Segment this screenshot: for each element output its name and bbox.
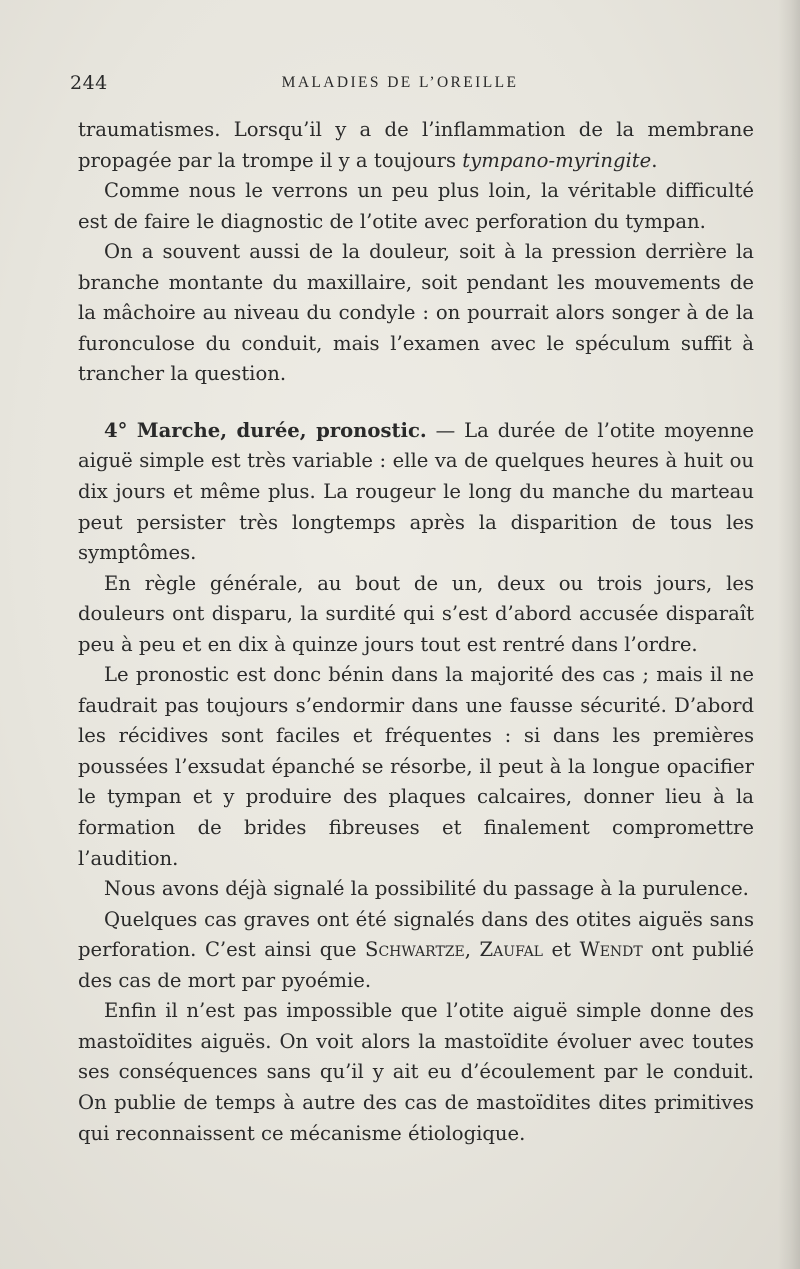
page-edge-shadow [778,0,800,1269]
paragraph-7: Nous avons déjà signalé la possibilité du passage à la purulence. [104,877,749,901]
body-text [78,115,754,1149]
paragraph-1-text: traumatismes. Lorsqu’il y a de l’inflammation de la membrane propagée par la trompe il y a toujours [78,118,754,172]
italic-term: tympano-myringite [462,148,652,172]
paragraph-8-end: ont publié des cas de mort par pyoémie. [78,938,754,992]
paragraph-8 [78,905,754,997]
separator: , [464,938,480,962]
paragraph-4 [78,416,754,569]
paragraph-9: Enfin il n’est pas impossible que l’otite aiguë simple donne des mastoïdites aiguës. On voit alors la mastoïdite évoluer avec toutes ses conséquences sans qu’il y ait eu d’écoulement par le conduit. On publie de temps à autre des cas de mastoïdites dites primitives qui reconnaissent ce mécanisme étiologique. [78,999,754,1145]
paragraph-1-end: . [651,148,658,172]
section-heading: 4° Marche, durée, pronostic. [104,418,427,442]
running-title: MALADIES DE L’OREILLE [281,74,519,91]
paragraph-3: On a souvent aussi de la douleur, soit à la pression derrière la branche montante du maxillaire, soit pendant les mouvements de la mâchoire au niveau du condyle : on pourrait alors songer à de la furonculose du conduit, mais l’examen avec le spéculum suffit à trancher la question. [78,240,754,386]
paragraph-4-text: — La durée de l’otite moyenne aiguë simple est très variable : elle va de quelques heures à huit ou dix jours et même plus. La rougeur le long du manche du marteau peut persister très longtemps après la disparition de tous les symptômes. [78,418,754,565]
paragraph-2: Comme nous le verrons un peu plus loin, la véritable difficulté est de faire le diagnostic de l’otite avec perforation du tympan. [78,179,754,233]
author-name: Zaufal [479,938,543,962]
paragraph-5: En règle générale, au bout de un, deux ou trois jours, les douleurs ont disparu, la surdité qui s’est d’abord accusée disparaît peu à peu et en dix à quinze jours tout est rentré dans l’ordre. [78,571,754,656]
author-name: Schwartze [365,938,465,962]
paragraph-1 [78,115,754,176]
separator: et [542,938,580,962]
paragraph-8-text: Quelques cas graves ont été signalés dans des otites aiguës sans perforation. C’est ainsi que [78,907,754,962]
paragraph-6: Le pronostic est donc bénin dans la majorité des cas ; mais il ne faudrait pas toujours s’endormir dans une fausse sécurité. D’abord les récidives sont faciles et fréquentes : si dans les premières poussées l’exsudat épanché se résorbe, il peut à la longue opacifier le tympan et y produire des plaques calcaires, donner lieu à la formation de brides fibreuses et finalement compromettre l’audition. [78,663,754,870]
author-name: Wendt [579,938,643,962]
page-number: 244 [70,72,108,94]
running-head [70,72,730,96]
